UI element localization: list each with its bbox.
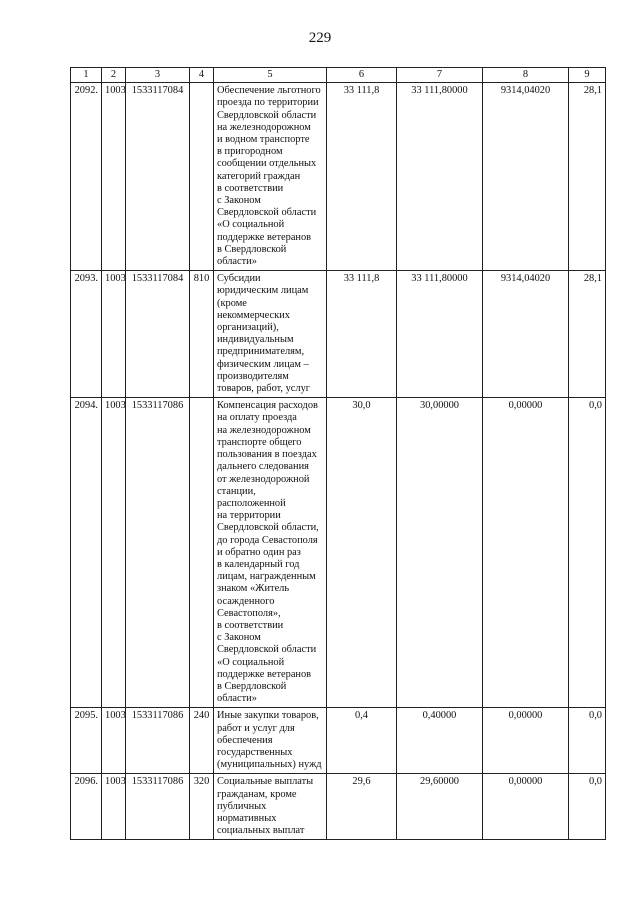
expense-type: 320 xyxy=(190,774,214,840)
approved-amount: 33 111,80000 xyxy=(397,83,483,271)
section-code: 1003 xyxy=(102,398,126,708)
approved-amount: 30,00000 xyxy=(397,398,483,708)
row-number: 2093. xyxy=(71,271,102,398)
table-row xyxy=(71,271,606,398)
executed-amount: 0,00000 xyxy=(483,708,569,774)
table-row xyxy=(71,774,606,840)
row-number: 2095. xyxy=(71,708,102,774)
expense-type: 240 xyxy=(190,708,214,774)
target-code: 1533117084 xyxy=(126,83,190,271)
column-header: 6 xyxy=(327,68,397,83)
executed-amount: 0,00000 xyxy=(483,774,569,840)
section-code: 1003 xyxy=(102,708,126,774)
section-code: 1003 xyxy=(102,83,126,271)
approved-amount: 0,40000 xyxy=(397,708,483,774)
section-code: 1003 xyxy=(102,774,126,840)
table-row xyxy=(71,83,606,271)
row-number: 2092. xyxy=(71,83,102,271)
execution-percent: 0,0 xyxy=(569,774,606,840)
target-code: 1533117084 xyxy=(126,271,190,398)
column-header: 1 xyxy=(71,68,102,83)
executed-amount: 0,00000 xyxy=(483,398,569,708)
expense-type xyxy=(190,83,214,271)
expense-type xyxy=(190,398,214,708)
section-code: 1003 xyxy=(102,271,126,398)
item-name: Социальные выплаты гражданам, кроме публичных нормативных социальных выплат xyxy=(214,774,327,840)
expense-type: 810 xyxy=(190,271,214,398)
column-header: 7 xyxy=(397,68,483,83)
table-row xyxy=(71,708,606,774)
amount: 0,4 xyxy=(327,708,397,774)
executed-amount: 9314,04020 xyxy=(483,83,569,271)
execution-percent: 0,0 xyxy=(569,398,606,708)
page-number: 229 xyxy=(308,30,332,46)
item-name: Субсидии юридическим лицам (кроме некоммерческих организаций), индивидуальным предпринимателям, физическим лицам – производителям товаров, работ, услуг xyxy=(214,271,327,398)
column-header: 4 xyxy=(190,68,214,83)
amount: 29,6 xyxy=(327,774,397,840)
table-row xyxy=(71,398,606,708)
target-code: 1533117086 xyxy=(126,398,190,708)
item-name: Компенсация расходов на оплату проезда на железнодорожном транспорте общего пользования в поездах дальнего следования от железнодорожной станции, расположенной на территории Свердловской области, до города Севастополя и обратно один раз в календарный год лицам, награжденным знаком «Житель осажденного Севастополя», в соответствии с Законом Свердловской области «О социальной поддержке ветеранов в Свердловской области» xyxy=(214,398,327,708)
target-code: 1533117086 xyxy=(126,774,190,840)
execution-percent: 0,0 xyxy=(569,708,606,774)
amount: 33 111,8 xyxy=(327,271,397,398)
column-header: 9 xyxy=(569,68,606,83)
row-number: 2094. xyxy=(71,398,102,708)
target-code: 1533117086 xyxy=(126,708,190,774)
header-row xyxy=(71,68,606,83)
column-header: 5 xyxy=(214,68,327,83)
execution-percent: 28,1 xyxy=(569,271,606,398)
amount: 30,0 xyxy=(327,398,397,708)
approved-amount: 33 111,80000 xyxy=(397,271,483,398)
approved-amount: 29,60000 xyxy=(397,774,483,840)
column-header: 3 xyxy=(126,68,190,83)
budget-table xyxy=(70,67,606,840)
item-name: Иные закупки товаров, работ и услуг для обеспечения государственных (муниципальных) нужд xyxy=(214,708,327,774)
amount: 33 111,8 xyxy=(327,83,397,271)
column-header: 8 xyxy=(483,68,569,83)
column-header: 2 xyxy=(102,68,126,83)
execution-percent: 28,1 xyxy=(569,83,606,271)
row-number: 2096. xyxy=(71,774,102,840)
item-name: Обеспечение льготного проезда по территории Свердловской области на железнодорожном и водном транспорте в пригородном сообщении отдельных категорий граждан в соответствии с Законом Свердловской области «О социальной поддержке ветеранов в Свердловской области» xyxy=(214,83,327,271)
executed-amount: 9314,04020 xyxy=(483,271,569,398)
